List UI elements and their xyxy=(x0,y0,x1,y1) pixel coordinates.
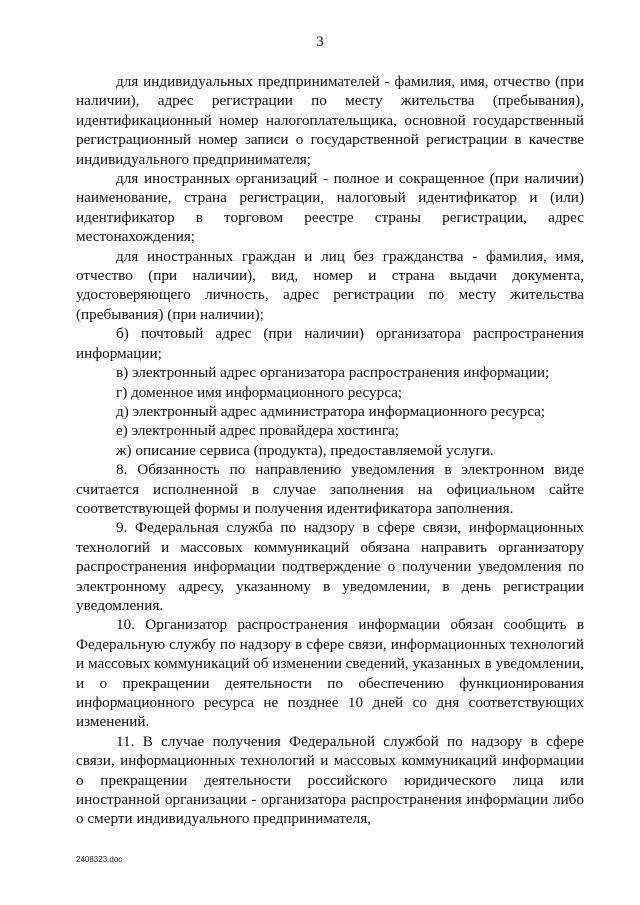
paragraph-item-b: б) почтовый адрес (при наличии) организатора распространения информации; xyxy=(76,325,584,362)
paragraph-item-zh: ж) описание сервиса (продукта), предоставляемой услуги. xyxy=(116,441,494,459)
paragraph-item-g: г) доменное имя информационного ресурса; xyxy=(116,383,403,401)
paragraph-clause-8: 8. Обязанность по направлению уведомления в электронном виде считается исполненной в случае заполнения на официальном сайте соответствующей формы и получения идентификатора заполнения. xyxy=(76,461,584,517)
paragraph-clause-9: 9. Федеральная служба по надзору в сфере связи, информационных технологий и массовых коммуникаций обязана направить организатору распространения информации подтверждение о получении уведомления по электронному адресу, указанному в уведомлении, в день регистрации уведомления. xyxy=(76,519,584,614)
paragraph-foreign-citizens: для иностранных граждан и лиц без гражданства - фамилия, имя, отчество (при наличии), вид, номер и страна выдачи документа, удостоверяющего личность, адрес регистрации по месту жительства (пребывания) (при наличии); xyxy=(76,247,584,323)
page-number: 3 xyxy=(316,34,324,50)
paragraph-item-e: е) электронный адрес провайдера хостинга; xyxy=(116,422,400,440)
paragraph-item-d: д) электронный адрес администратора информационного ресурса; xyxy=(116,402,546,420)
paragraph-clause-11: 11. В случае получения Федеральной службой по надзору в сфере связи, информационных технологий и массовых коммуникаций информации о прекращении деятельности российского юридического лица или иностранной организации - организатора распространения информации либо о смерти индивидуального предпринимателя, xyxy=(76,732,584,828)
document-body xyxy=(76,72,584,829)
paragraph-individual-entrepreneurs: для индивидуальных предпринимателей - фамилия, имя, отчество (при наличии), адрес регистрации по месту жительства (пребывания), идентификационный номер налогоплательщика, основной государственный регистрационный номер записи о государственной регистрации в качестве индивидуального предпринимателя; xyxy=(76,73,584,168)
paragraph-item-v: в) электронный адрес организатора распространения информации; xyxy=(116,364,550,382)
paragraph-clause-10: 10. Организатор распространения информации обязан сообщить в Федеральную службу по надзору в сфере связи, информационных технологий и массовых коммуникаций об изменении сведений, указанных в уведомлении, и о прекращении деятельности по обеспечению функционирования информационного ресурса не позднее 10 дней со дня соответствующих изменений. xyxy=(76,616,584,731)
document-code: 2408323.doc xyxy=(76,855,123,864)
paragraph-foreign-organizations: для иностранных организаций - полное и сокращенное (при наличии) наименование, страна регистрации, налоговый идентификатор и (или) идентификатор в торговом реестре страны регистрации, адрес местонахождения; xyxy=(76,170,584,246)
